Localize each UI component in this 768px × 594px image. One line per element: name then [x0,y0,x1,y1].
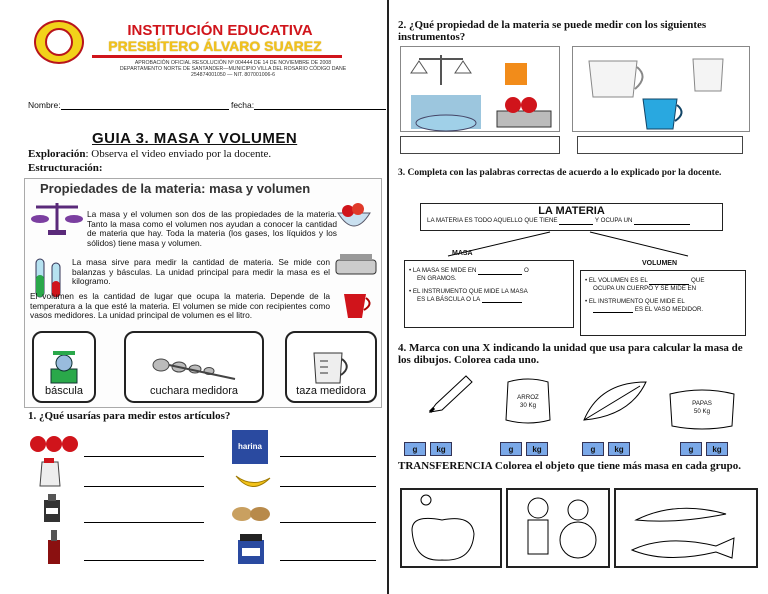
vol-blank-2[interactable] [593,307,633,313]
properties-title: Propiedades de la materia: masa y volumen [40,181,311,196]
tool-label-cuchara: cuchara medidora [149,385,239,397]
nombre-label: Nombre: [28,100,61,110]
fruit-bowl-icon [334,195,374,237]
tool-label-bascula: báscula [45,385,83,397]
scales-panel [400,46,560,132]
measuring-cups-panel [572,46,750,132]
rice-bag-label: ARROZ [517,394,539,401]
materia-definition-b: Y OCUPA UN [594,217,633,224]
masa-item-1-a: LA MASA SE MIDE EN [412,267,477,274]
transfer-group-2[interactable] [506,488,610,568]
masa-item-1: • LA MASA SE MIDE EN O [409,267,529,274]
digital-scale-icon [334,250,378,278]
vol-item-1-c: OCUPA UN CUERPO Y SE MIDE EN [593,284,697,292]
answer-line-4[interactable] [84,560,204,561]
potato-sack-label: PAPAS [692,400,712,407]
question-2: 2. ¿Qué propiedad de la materia se puede medir con los siguientes instrumentos? [398,19,707,43]
masa-item-2: • EL INSTRUMENTO QUE MIDE LA MASA [409,288,528,296]
oil-bottle-icon [38,494,66,524]
pencil-icon [422,372,474,418]
answer-line-2[interactable] [84,486,204,487]
properties-paragraph-3: El volumen es la cantidad de lugar que ocupa la materia. Depende de la temperatura a la que esté la materia. El volumen se mide con recipientes como vasos medidores. La unidad principal de volumen es el litro. [30,291,330,321]
unit-choice-3 [582,442,630,456]
materia-blank-2[interactable] [634,219,690,225]
potatoes-icon [230,502,274,526]
fecha-label: fecha: [230,100,255,110]
unit-kg-button-2[interactable]: kg [526,442,548,456]
materia-definition-a: LA MATERIA ES TODO AQUELLO QUE TIENE [427,217,558,224]
student-fields [28,100,386,110]
exploracion-line [28,148,271,161]
tool-label-taza: taza medidora [296,385,366,397]
transfer-group-1[interactable] [400,488,502,568]
unit-choice-1 [404,442,452,456]
materia-definition [427,217,722,225]
materia-blank-1[interactable] [559,219,593,225]
balance-scale-icon [30,197,85,237]
exploracion-label: Exploración [28,148,86,160]
institution-subname: PRESBÍTERO ÁLVARO SUAREZ [108,38,322,54]
volumen-label: VOLUMEN [642,260,677,267]
approval-line-1: APROBACIÓN OFICIAL RESOLUCIÓN Nº 004444 DE 14 DE NOVIEMBRE DE 2008 [134,60,332,66]
masa-item-1-b: O [523,267,529,274]
bananas-icon [232,470,272,494]
unit-choice-2 [500,442,548,456]
approval-line-3: 254874001050 — NIT. 807001006-6 [191,72,275,78]
question-4: 4. Marca con una X indicando la unidad que usa para calcular la masa de los dibujos. Colorea cada uno. [398,342,743,366]
column-divider [387,0,389,594]
school-seal [34,20,84,64]
answer-line-1[interactable] [84,456,204,457]
sauce-bottle-icon [42,530,66,566]
scales-illustration-icon [401,47,561,133]
exploracion-text: : Observa el video enviado por la docente. [85,148,272,160]
masa-item-2-b: ES LA BÁSCULA O LA [417,295,480,303]
fecha-field[interactable] [254,102,386,110]
vol-item-1: • EL VOLUMEN ES EL QUE [585,277,705,284]
tool-card-taza [285,331,377,403]
unit-kg-button-3[interactable]: kg [608,442,630,456]
question-1: 1. ¿Qué usarías para medir estos artículos? [28,410,231,422]
masa-item-2-a: EL INSTRUMENTO QUE MIDE LA MASA [412,288,528,296]
vol-item-2: • EL INSTRUMENTO QUE MIDE EL [585,298,685,306]
tool-card-cuchara [124,331,264,403]
tool-card-bascula [32,331,96,403]
transfer-instruction [398,460,750,472]
question-3: 3. Completa con las palabras correctas de acuerdo a lo explicado por la docente. [398,168,722,178]
vol-blank-1[interactable] [649,279,689,285]
leaf-icon [580,378,650,424]
measuring-jug-icon [336,286,376,322]
volumen-box [580,270,746,336]
answer-line-7[interactable] [280,522,376,523]
answer-line-5[interactable] [280,456,376,457]
jar-icon [234,532,270,566]
q2-answer-box-1[interactable] [400,136,560,154]
unit-g-button-3[interactable]: g [582,442,604,456]
bascula-icon [47,349,81,385]
feather-fish-icon [616,490,756,566]
q2-answer-box-2[interactable] [577,136,743,154]
materia-definition-box [420,203,723,231]
transfer-label: TRANSFERENCIA [398,460,493,472]
masa-blank-1[interactable] [478,269,522,275]
harina-bag-icon: harina [232,430,268,464]
masa-box [404,260,574,328]
answer-line-3[interactable] [84,522,204,523]
approval-line-2: DEPARTAMENTO NORTE DE SANTANDER—MUNICIPIO VILLA DEL ROSARIO CÓDIGO DANE [119,66,347,72]
properties-paragraph-2: La masa sirve para medir la cantidad de materia. Se mide con balanzas y básculas. La unidad principal para medir la masa es el kilogramo. [72,257,330,287]
vol-item-1-b: QUE [691,277,705,284]
masa-label: MASA [452,250,473,257]
measuring-spoons-icon [149,351,239,385]
potato-sack-weight: 50 Kg [693,408,711,415]
institution-name: INSTITUCIÓN EDUCATIVA [127,22,313,39]
measuring-cup-icon [308,349,354,385]
unit-g-button-4[interactable]: g [680,442,702,456]
tomatoes-icon [28,432,80,454]
materia-connector-lines [440,230,700,260]
vol-item-1-a: EL VOLUMEN ES EL [588,277,648,284]
guide-title: GUIA 3. MASA Y VOLUMEN [92,130,298,147]
transfer-text: Colorea el objeto que tiene más masa en cada grupo. [492,460,741,472]
unit-kg-button-1[interactable]: kg [430,442,452,456]
properties-paragraph-1: La masa y el volumen son dos de las propiedades de la materia. Tanto la masa como el volumen nos ayudan a conocer la cantidad de materia que hay. Toda la materia (los gases, los líquidos y los sólidos) tiene masa y volumen. [87,209,337,248]
nombre-field[interactable] [61,102,229,110]
vol-item-2-line [593,306,741,314]
masa-item-1-c: EN GRAMOS. [417,274,457,282]
transfer-group-3[interactable] [614,488,758,568]
unit-choice-4 [680,442,728,456]
answer-line-8[interactable] [280,560,376,561]
unit-kg-button-4[interactable]: kg [706,442,728,456]
vol-item-2-a: EL INSTRUMENTO QUE MIDE EL [588,298,685,306]
rice-bag-weight: 30 Kg [519,402,537,409]
two-people-icon [508,490,608,566]
rice-bag [502,376,554,426]
header-rule [92,55,342,58]
masa-blank-2[interactable] [482,297,522,303]
measuring-cups-illustration-icon [573,47,751,133]
milk-jug-icon [36,456,64,488]
vol-item-2-b: ES EL VASO MEDIDOR. [634,305,704,313]
answer-line-6[interactable] [280,486,376,487]
estructuracion-label: Estructuración: [28,162,103,174]
unit-g-button-1[interactable]: g [404,442,426,456]
unit-g-button-2[interactable]: g [500,442,522,456]
materia-heading: LA MATERIA [538,205,605,217]
potato-sack [666,384,738,430]
masa-item-2-line [417,296,569,304]
apple-cherry-icon [402,490,500,566]
